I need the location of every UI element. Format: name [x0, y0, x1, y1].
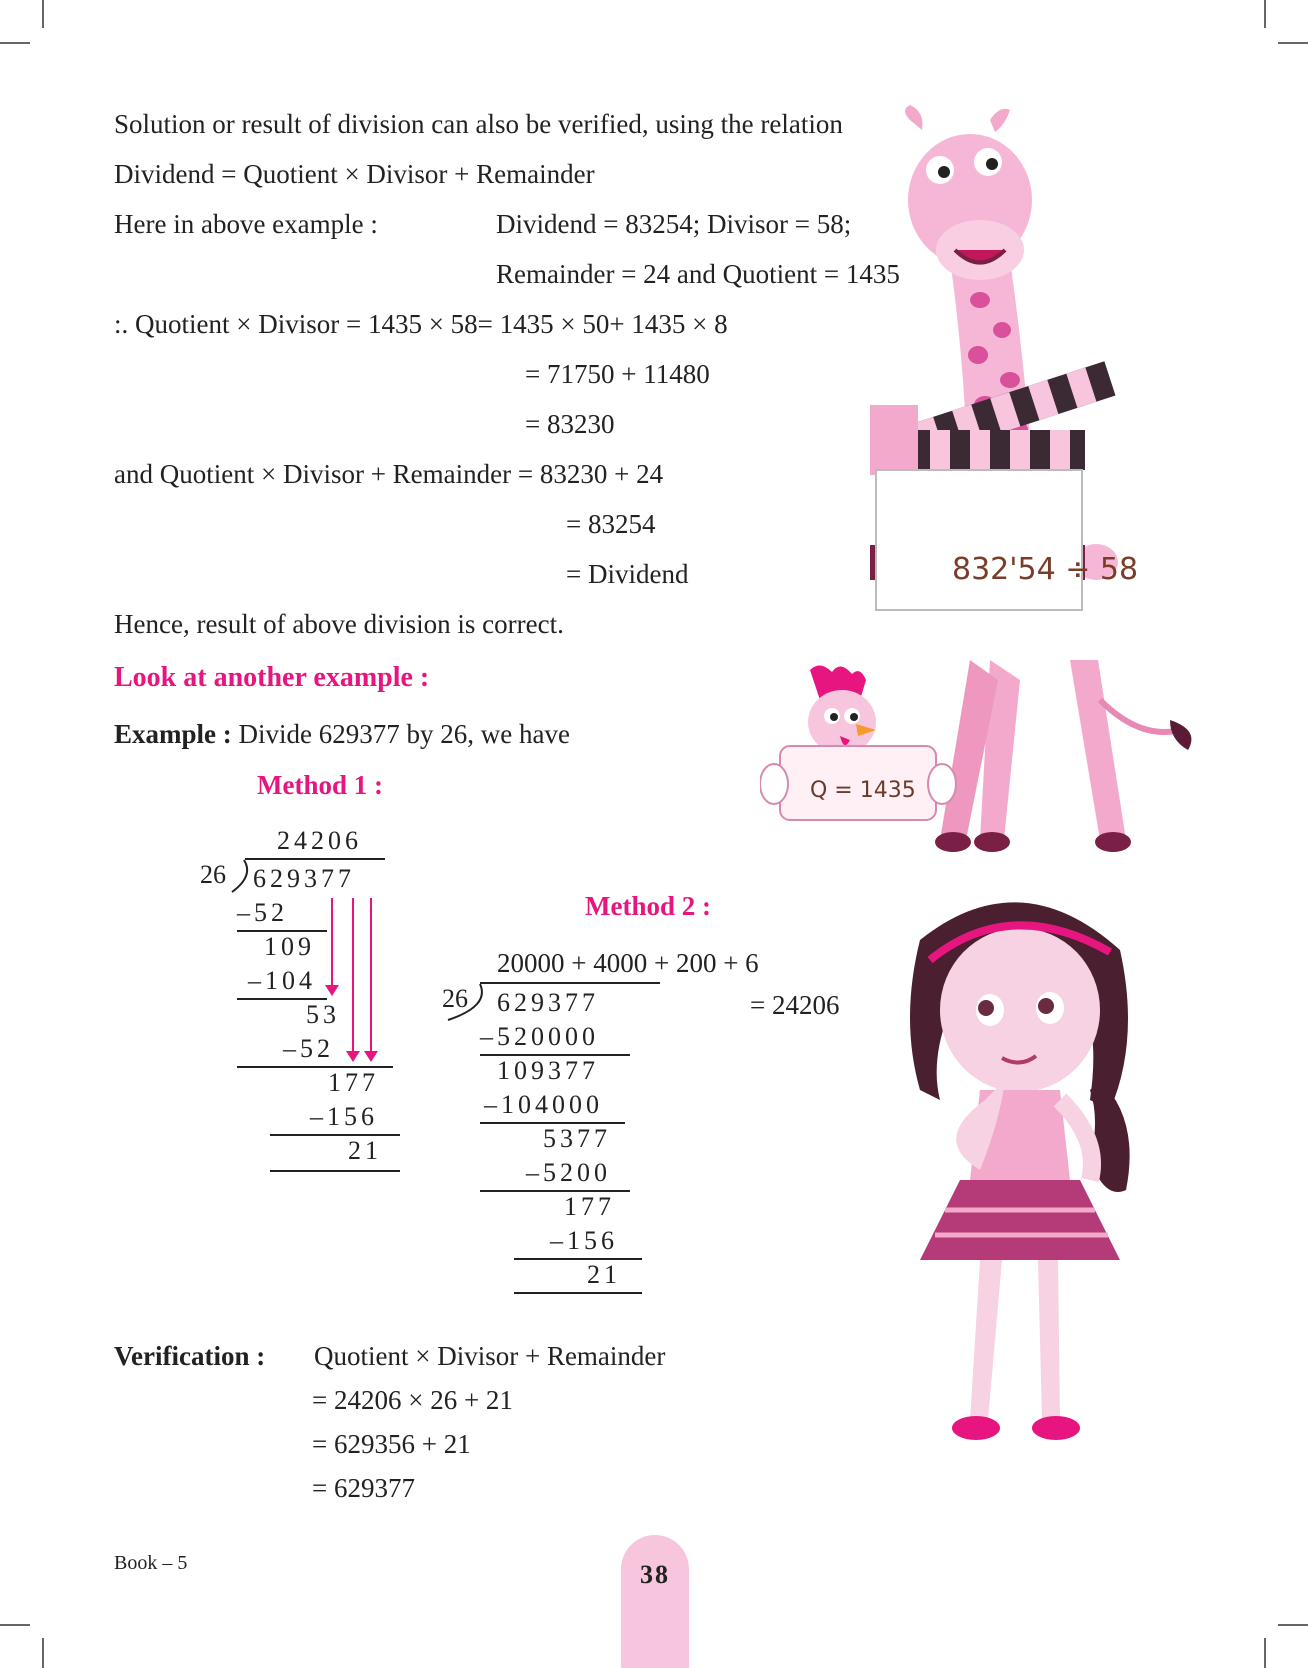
calc-line: :. Quotient × Divisor = 1435 × 58= 1435 × 50+ 1435 × 8 [114, 309, 728, 339]
crop-mark [1278, 1624, 1308, 1626]
division-bracket [446, 982, 486, 1022]
method2-step: –104000 [484, 1090, 603, 1119]
bring-down-arrow [331, 898, 333, 986]
method2-quotient: 20000 + 4000 + 200 + 6 [497, 948, 759, 978]
division-bar [480, 982, 660, 984]
method2-step: 21 [587, 1260, 621, 1289]
bring-down-arrow [352, 898, 354, 1052]
method1-step: 177 [328, 1068, 379, 1097]
verification-line: = 629377 [312, 1473, 415, 1503]
crop-mark [1264, 1638, 1266, 1668]
method2-step: –156 [550, 1226, 618, 1255]
given-values: Remainder = 24 and Quotient = 1435 [496, 259, 900, 289]
method1-step: –52 [237, 898, 288, 927]
rooster-illustration [760, 660, 960, 830]
step-rule [514, 1258, 642, 1260]
method1-step: –52 [283, 1034, 334, 1063]
method2-step: 109377 [497, 1056, 599, 1085]
crop-mark [1264, 0, 1266, 28]
crop-mark [1278, 42, 1308, 44]
rooster-sign-text: Q = 1435 [810, 778, 916, 803]
example-text: Divide 629377 by 26, we have [231, 719, 570, 749]
method2-step: –520000 [480, 1022, 599, 1051]
method1-divisor: 26 [200, 860, 226, 889]
method1-step: 21 [348, 1136, 382, 1165]
girl-illustration [890, 880, 1150, 1460]
bring-down-arrow [370, 898, 372, 1052]
calc-line: and Quotient × Divisor + Remainder = 83230 + 24 [114, 459, 664, 489]
example-label: Example : [114, 719, 232, 749]
method2-divisor: 26 [442, 984, 468, 1013]
method1-step: 109 [264, 932, 315, 961]
method1-title: Method 1 : [257, 770, 383, 800]
step-rule [270, 1170, 400, 1172]
division-bar [245, 858, 385, 860]
method1-step: –104 [248, 966, 316, 995]
verification-line: Quotient × Divisor + Remainder [314, 1341, 666, 1371]
division-bracket [230, 858, 250, 894]
method2-step: –5200 [526, 1158, 611, 1187]
method2-step: 5377 [543, 1124, 611, 1153]
calc-line: = 71750 + 11480 [525, 359, 710, 389]
book-label: Book – 5 [114, 1552, 188, 1574]
crop-mark [42, 1638, 44, 1668]
verification-line: = 24206 × 26 + 21 [312, 1385, 513, 1415]
given-values: Dividend = 83254; Divisor = 58; [496, 209, 852, 239]
calc-line: = 83254 [566, 509, 656, 539]
crop-mark [0, 42, 30, 44]
verification-line: = 629356 + 21 [312, 1429, 471, 1459]
intro-line: Solution or result of division can also be verified, using the relation [114, 109, 843, 139]
calc-line: = Dividend [566, 559, 689, 589]
method1-step: 53 [306, 1000, 340, 1029]
page-number: 38 [640, 1560, 670, 1589]
page-number-tab [621, 1535, 689, 1668]
method2-title: Method 2 : [585, 891, 711, 921]
method1-step: –156 [310, 1102, 378, 1131]
section-heading: Look at another example : [114, 662, 430, 693]
example-statement [114, 718, 570, 750]
conclusion: Hence, result of above division is correct. [114, 609, 564, 639]
verification-label: Verification : [114, 1341, 266, 1371]
crop-mark [42, 0, 44, 28]
method2-result: = 24206 [750, 990, 840, 1020]
step-rule [514, 1292, 642, 1294]
method1-quotient: 24206 [277, 826, 362, 855]
example-label: Here in above example : [114, 209, 378, 239]
method2-step: 177 [564, 1192, 615, 1221]
method1-dividend: 629377 [253, 864, 355, 893]
crop-mark [0, 1624, 30, 1626]
relation-formula: Dividend = Quotient × Divisor + Remainder [114, 159, 595, 189]
method2-dividend: 629377 [497, 988, 599, 1017]
clapperboard-equation: 832'54 ÷ 58 [952, 552, 1139, 587]
calc-line: = 83230 [525, 409, 615, 439]
